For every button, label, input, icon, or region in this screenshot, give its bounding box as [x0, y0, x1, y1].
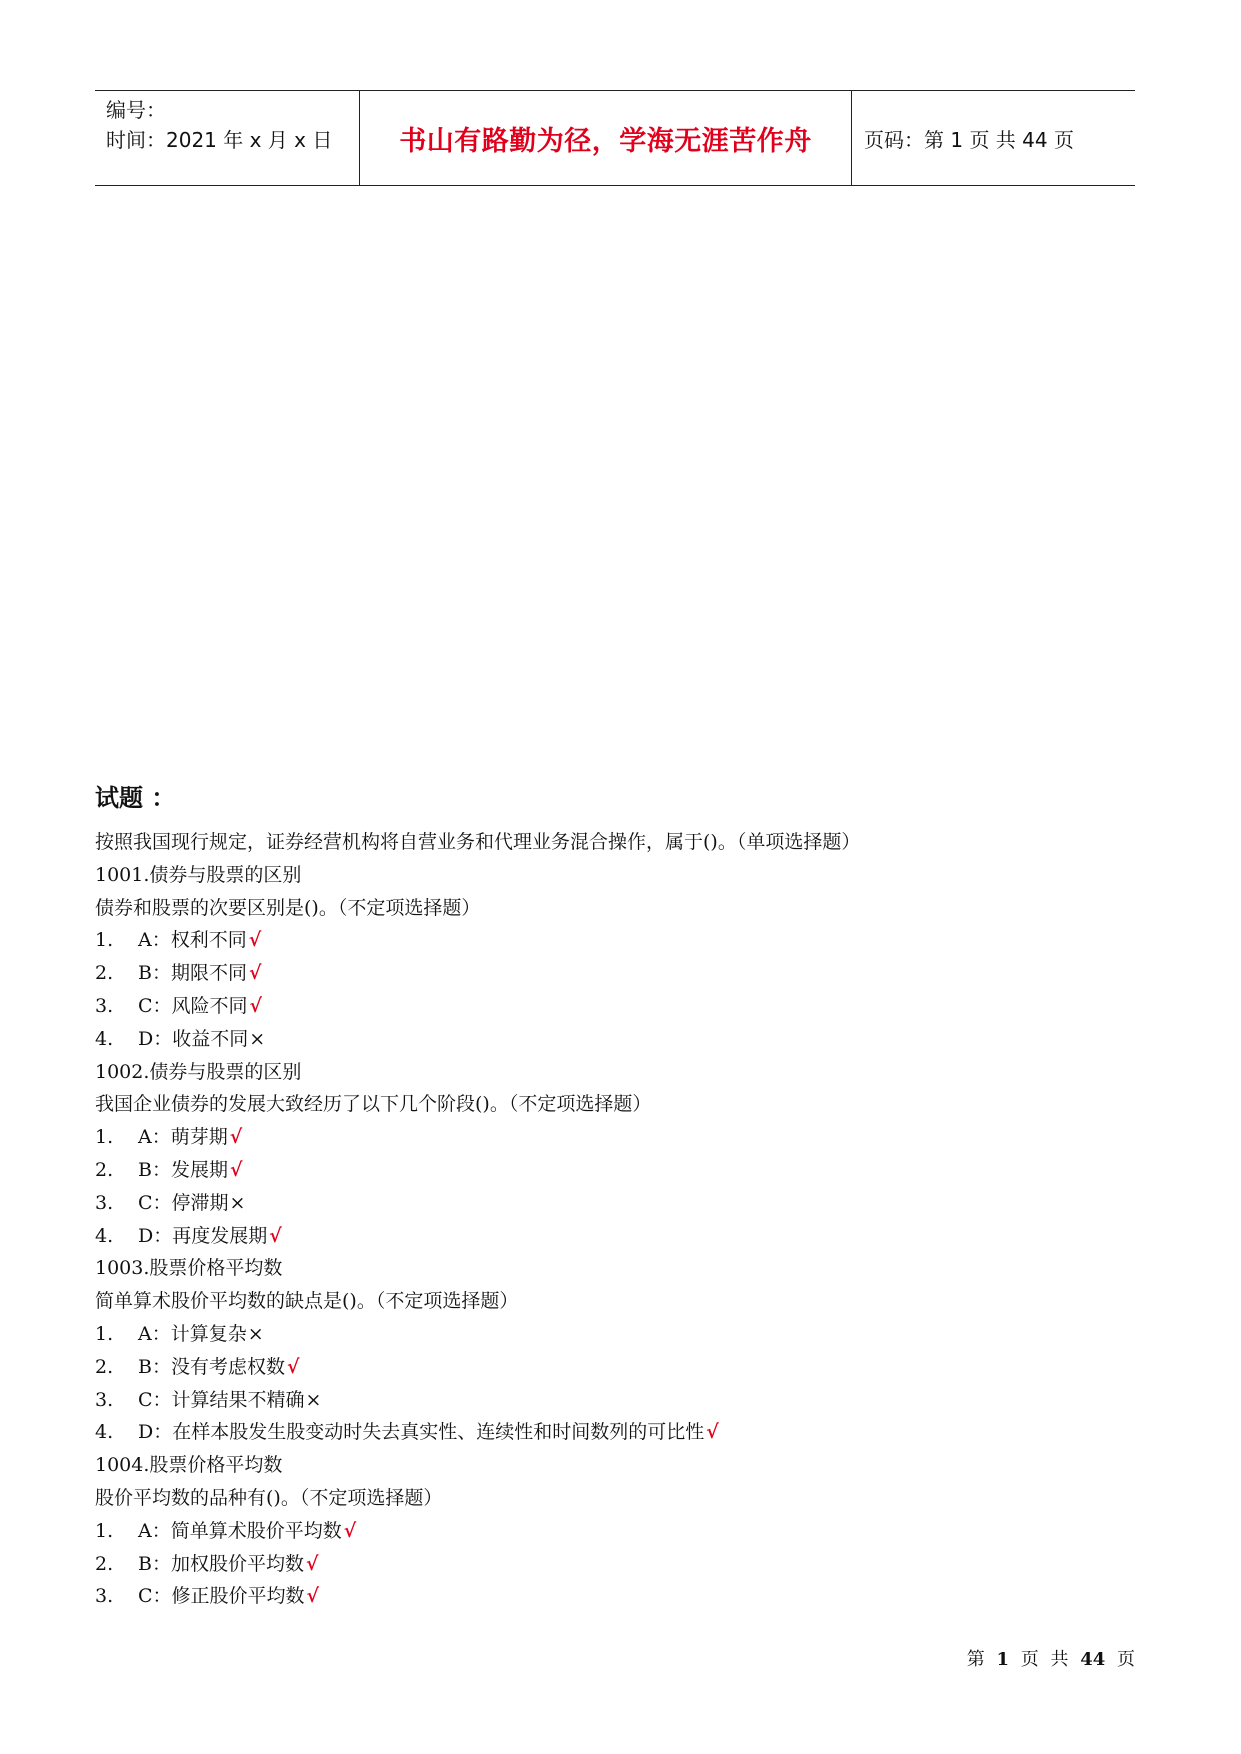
question-title: 1003.股票价格平均数: [95, 1257, 283, 1280]
document-number-label: 编号：: [106, 98, 166, 122]
question-stem: 债券和股票的次要区别是()。（不定项选择题）: [95, 896, 481, 919]
option-row: [95, 1023, 1145, 1056]
page-footer: [967, 1645, 1135, 1671]
option-text: A：简单算术股价平均数: [138, 1519, 342, 1542]
option-number: 2.: [95, 1552, 114, 1575]
question-stem: 股价平均数的品种有()。（不定项选择题）: [95, 1486, 443, 1509]
option-text: A：计算复杂: [138, 1322, 247, 1345]
check-mark-icon: √: [286, 1355, 300, 1378]
option-number: 4.: [95, 1224, 114, 1247]
option-row: [95, 1220, 1145, 1253]
option-text: B：没有考虑权数: [138, 1355, 285, 1378]
option-number: 3.: [95, 1585, 114, 1608]
option-row: [95, 1515, 1145, 1548]
check-mark-icon: √: [269, 1224, 282, 1247]
question-list: [95, 826, 1145, 1613]
option-row: [95, 1580, 1145, 1613]
option-row: [95, 1121, 1145, 1154]
footer-total-pages: 44: [1080, 1649, 1106, 1670]
check-mark-icon: √: [248, 929, 262, 952]
check-mark-icon: √: [248, 962, 262, 985]
option-row: [95, 924, 1145, 957]
check-mark-icon: √: [306, 1585, 320, 1608]
option-number: 3.: [95, 1388, 114, 1411]
option-text: C：停滞期: [138, 1191, 229, 1214]
option-text: C：计算结果不精确: [138, 1388, 305, 1411]
check-mark-icon: √: [229, 1126, 243, 1149]
option-number: 1.: [95, 1126, 114, 1149]
option-text: B：期限不同: [138, 962, 247, 985]
check-mark-icon: √: [305, 1552, 319, 1575]
header-info-cell: [95, 91, 360, 185]
header-table: [95, 90, 1135, 186]
check-mark-icon: √: [706, 1421, 719, 1444]
question-title: 1002.债券与股票的区别: [95, 1060, 302, 1083]
option-row: [95, 1416, 1145, 1449]
option-text: B：加权股价平均数: [138, 1552, 304, 1575]
footer-prefix: 第: [966, 1649, 985, 1670]
option-number: 2.: [95, 962, 114, 985]
check-mark-icon: √: [229, 1158, 243, 1181]
option-row: [95, 1187, 1145, 1220]
header-motto: 书山有路勤为径，学海无涯苦作舟: [360, 91, 852, 185]
question-title: 1001.债券与股票的区别: [95, 863, 302, 886]
option-row: [95, 1154, 1145, 1187]
option-number: 3.: [95, 994, 114, 1017]
option-row: [95, 1318, 1145, 1351]
option-number: 4.: [95, 1027, 114, 1050]
option-row: [95, 1384, 1145, 1417]
option-text: D：收益不同: [138, 1027, 249, 1050]
option-number: 3.: [95, 1191, 114, 1214]
cross-mark-icon: ×: [305, 1388, 322, 1411]
option-text: C：风险不同: [138, 994, 248, 1017]
option-number: 1.: [95, 1322, 114, 1345]
option-row: [95, 957, 1145, 990]
document-date-label: 时间：2021 年 x 月 x 日: [106, 128, 333, 152]
intro-question: 按照我国现行规定，证券经营机构将自营业务和代理业务混合操作，属于()。（单项选择题）: [95, 831, 861, 853]
option-text: D：再度发展期: [138, 1224, 268, 1247]
option-number: 1.: [95, 1519, 114, 1542]
header-page-label: 页码：第 1 页 共 44 页: [864, 127, 1074, 152]
question-title: 1004.股票价格平均数: [95, 1454, 283, 1477]
option-text: D：在样本股发生股变动时失去真实性、连续性和时间数列的可比性: [138, 1421, 705, 1444]
option-row: [95, 1351, 1145, 1384]
check-mark-icon: √: [343, 1519, 357, 1542]
footer-middle: 页 共: [1020, 1649, 1069, 1670]
option-number: 2.: [95, 1158, 114, 1181]
question-stem: 简单算术股价平均数的缺点是()。（不定项选择题）: [95, 1290, 519, 1313]
option-number: 4.: [95, 1421, 114, 1444]
option-text: A：萌芽期: [138, 1126, 228, 1149]
option-number: 2.: [95, 1355, 114, 1378]
option-number: 1.: [95, 929, 114, 952]
option-text: C：修正股价平均数: [138, 1585, 305, 1608]
cross-mark-icon: ×: [229, 1191, 246, 1214]
option-row: [95, 990, 1145, 1023]
cross-mark-icon: ×: [249, 1027, 266, 1050]
section-title: 试题 ：: [95, 784, 176, 812]
option-text: A：权利不同: [138, 929, 247, 952]
footer-current-page: 1: [996, 1649, 1009, 1670]
question-stem: 我国企业债券的发展大致经历了以下几个阶段()。（不定项选择题）: [95, 1093, 652, 1116]
option-text: B：发展期: [138, 1158, 228, 1181]
footer-suffix: 页: [1117, 1649, 1135, 1670]
check-mark-icon: √: [249, 994, 263, 1017]
cross-mark-icon: ×: [247, 1322, 264, 1345]
option-row: [95, 1548, 1145, 1581]
